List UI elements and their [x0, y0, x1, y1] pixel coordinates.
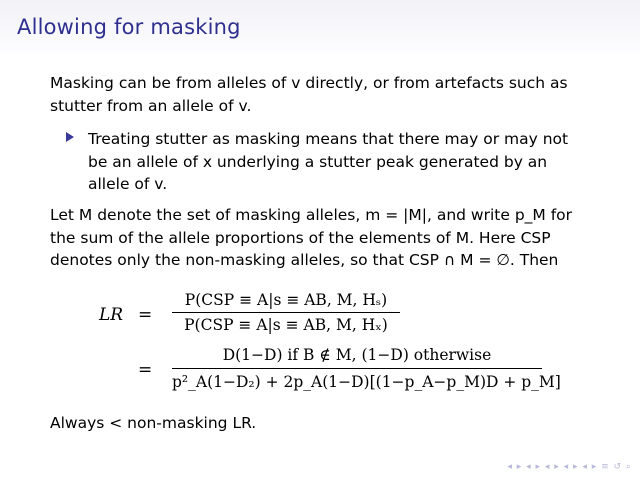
bullet-line: Treating stutter as masking means that there may or may not — [88, 130, 569, 148]
beamer-navigation-bar[interactable]: ◂ ▸ ◂ ▸ ◂ ▸ ◂ ▸ ◂ ▸ ≡ ↺ ⌕ — [507, 462, 632, 472]
equation-lhs: LR — [99, 305, 124, 325]
slide-title: Allowing for masking — [17, 15, 241, 39]
paragraph-line: the sum of the allele proportions of the elements of M. Here CSP — [50, 228, 551, 247]
bullet-line: be an allele of x underlying a stutter peak generated by an — [88, 152, 548, 171]
paragraph-line: stutter from an allele of v. — [50, 96, 252, 115]
fraction-denominator: P(CSP ≡ A|s ≡ AB, M, Hₓ) — [184, 316, 388, 334]
fraction-bar — [172, 368, 542, 369]
fraction-numerator: P(CSP ≡ A|s ≡ AB, M, Hₛ) — [184, 291, 388, 309]
expanded-fraction — [172, 344, 561, 393]
fraction-numerator: D(1−D) if B ∉ M, (1−D) otherwise — [222, 346, 492, 364]
equals-sign: = — [138, 305, 153, 325]
paragraph-definitions — [50, 204, 595, 272]
fraction-bar — [172, 312, 400, 313]
closing-statement: Always < non-masking LR. — [50, 414, 257, 432]
triangle-bullet-icon — [66, 132, 74, 142]
bullet-line: allele of v. — [88, 175, 168, 193]
paragraph-line: denotes only the non-masking alleles, so that CSP ∩ M = ∅. Then — [50, 251, 559, 269]
paragraph-line: Let M denote the set of masking alleles, m = |M|, and write p_M for — [50, 206, 573, 224]
paragraph-line: Masking can be from alleles of v directly, or from artefacts such as — [50, 74, 568, 92]
paragraph-masking — [50, 72, 595, 117]
likelihood-ratio-fraction — [172, 290, 400, 335]
equals-sign: = — [138, 360, 153, 380]
fraction-denominator: p²_A(1−D₂) + 2p_A(1−D)[(1−p_A−p_M)D + p_M] — [172, 373, 561, 391]
bullet-text — [88, 128, 593, 196]
